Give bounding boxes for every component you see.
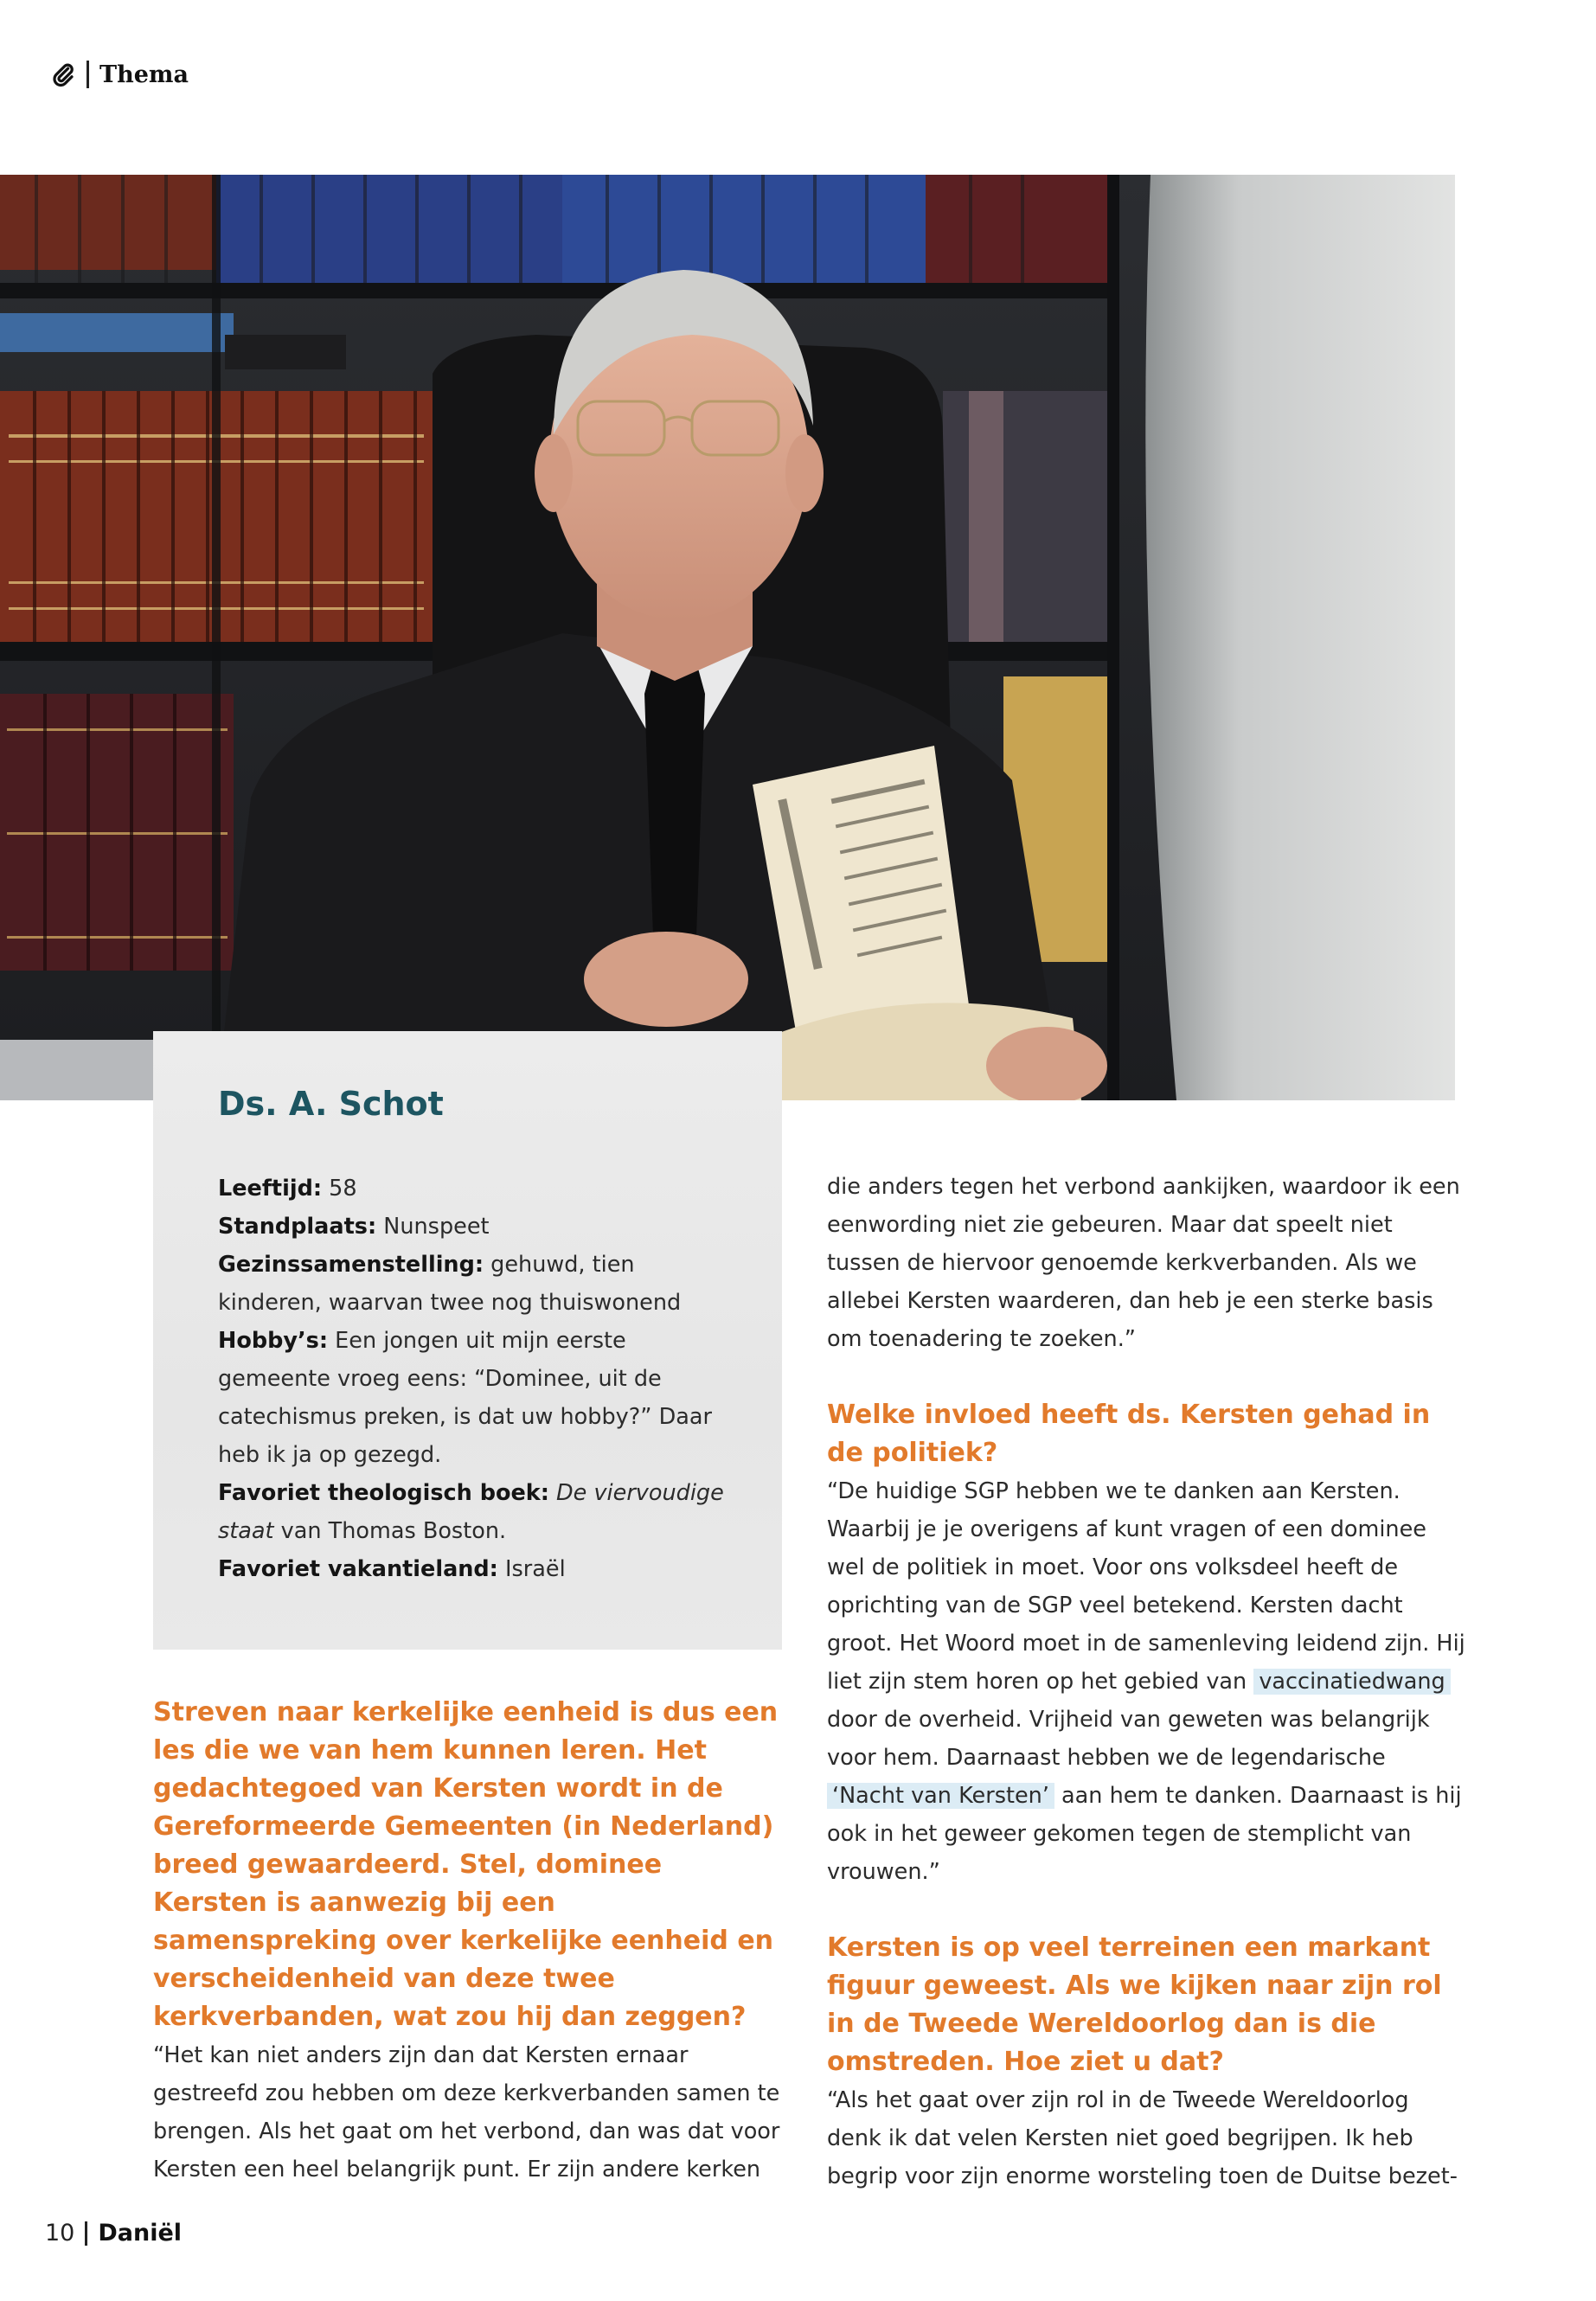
section-label: Thema	[99, 61, 189, 88]
portrait-photo	[0, 175, 1455, 1100]
profile-infobox	[153, 1031, 782, 1650]
interview-question: Kersten is op veel terreinen een markant figuur geweest. Als we kijken naar zijn rol in de Tweede Wereldoorlog dan is die omstreden. Hoe ziet u dat?	[827, 1932, 1442, 2077]
fact-age: Leeftijd: 58	[218, 1176, 357, 1202]
header-divider	[87, 61, 89, 88]
highlight-term: vaccinatiedwang	[1253, 1669, 1450, 1695]
right-column	[827, 1168, 1467, 2195]
page-number: 10	[45, 2220, 75, 2247]
interview-answer: “Als het gaat over zijn rol in de Tweede Wereldoorlog denk ik dat velen Kersten niet goed begrijpen. Ik heb begrip voor zijn enorme worsteling toen de Duitse bezet-	[827, 2087, 1458, 2189]
profile-name: Ds. A. Schot	[218, 1085, 444, 1123]
page-footer	[45, 2220, 182, 2247]
interview-question: Welke invloed heeft ds. Kersten gehad in de politiek?	[827, 1400, 1431, 1468]
interview-question: Streven naar kerkelijke eenheid is dus een les die we van hem kunnen leren. Het gedachtegoed van Kersten wordt in de Gereformeerde Gemeenten (in Nederland) breed gewaardeerd. Stel, dominee Kersten is aanwezig bij een samenspreking over kerkelijke eenheid en verscheidenheid van deze twee kerkverbanden, wat zou hij dan zeggen?	[153, 1697, 779, 2032]
magazine-name: Daniël	[98, 2220, 183, 2247]
highlight-term: ‘Nacht van Kersten’	[827, 1783, 1054, 1809]
fact-hobby: Hobby’s: Een jongen uit mijn eerste gemeente vroeg eens: “Dominee, uit de catechismus preken, is dat uw hobby?” Daar heb ik ja op gezegd.	[218, 1328, 712, 1468]
footer-divider	[85, 2221, 87, 2246]
fact-country: Favoriet vakantieland: Israël	[218, 1556, 566, 1582]
fact-family: Gezinssamenstelling: gehuwd, tien kinderen, waarvan twee nog thuiswonend	[218, 1252, 682, 1316]
left-column	[153, 1694, 785, 2189]
fact-book: Favoriet theologisch boek: De viervoudige staat van Thomas Boston.	[218, 1480, 724, 1544]
paperclip-icon	[50, 61, 76, 87]
profile-facts	[218, 1170, 737, 1588]
answer-continuation: die anders tegen het verbond aankijken, waardoor ik een eenwording niet zie gebeuren. Maar dat speelt niet tussen de hiervoor genoemde kerkverbanden. Als we allebei Kersten waarderen, dan heb je een sterke basis om toenadering te zoeken.”	[827, 1174, 1460, 1352]
section-header	[50, 61, 189, 88]
fact-location: Standplaats: Nunspeet	[218, 1214, 490, 1240]
interview-answer: “Het kan niet anders zijn dan dat Kersten ernaar gestreefd zou hebben om deze kerkverbanden samen te brengen. Als het gaat om het verbond, dan was dat voor Kersten een heel belangrijk punt. Er zijn andere kerken	[153, 2042, 780, 2182]
interview-answer: “De huidige SGP hebben we te danken aan Kersten. Waarbij je je overigens af kunt vragen of een dominee wel de politiek in moet. Voor ons volksdeel heeft de oprichting van de SGP veel betekend. Kersten dacht groot. Het Woord moet in de samenleving leidend zijn. Hij liet zijn stem horen op het gebied van vaccinatiedwang door de overheid. Vrijheid van geweten was belangrijk voor hem. Daarnaast hebben we de legendarische ‘Nacht van Kersten’ aan hem te danken. Daarnaast is hij ook in het geweer gekomen tegen de stemplicht van vrouwen.”	[827, 1478, 1465, 1885]
